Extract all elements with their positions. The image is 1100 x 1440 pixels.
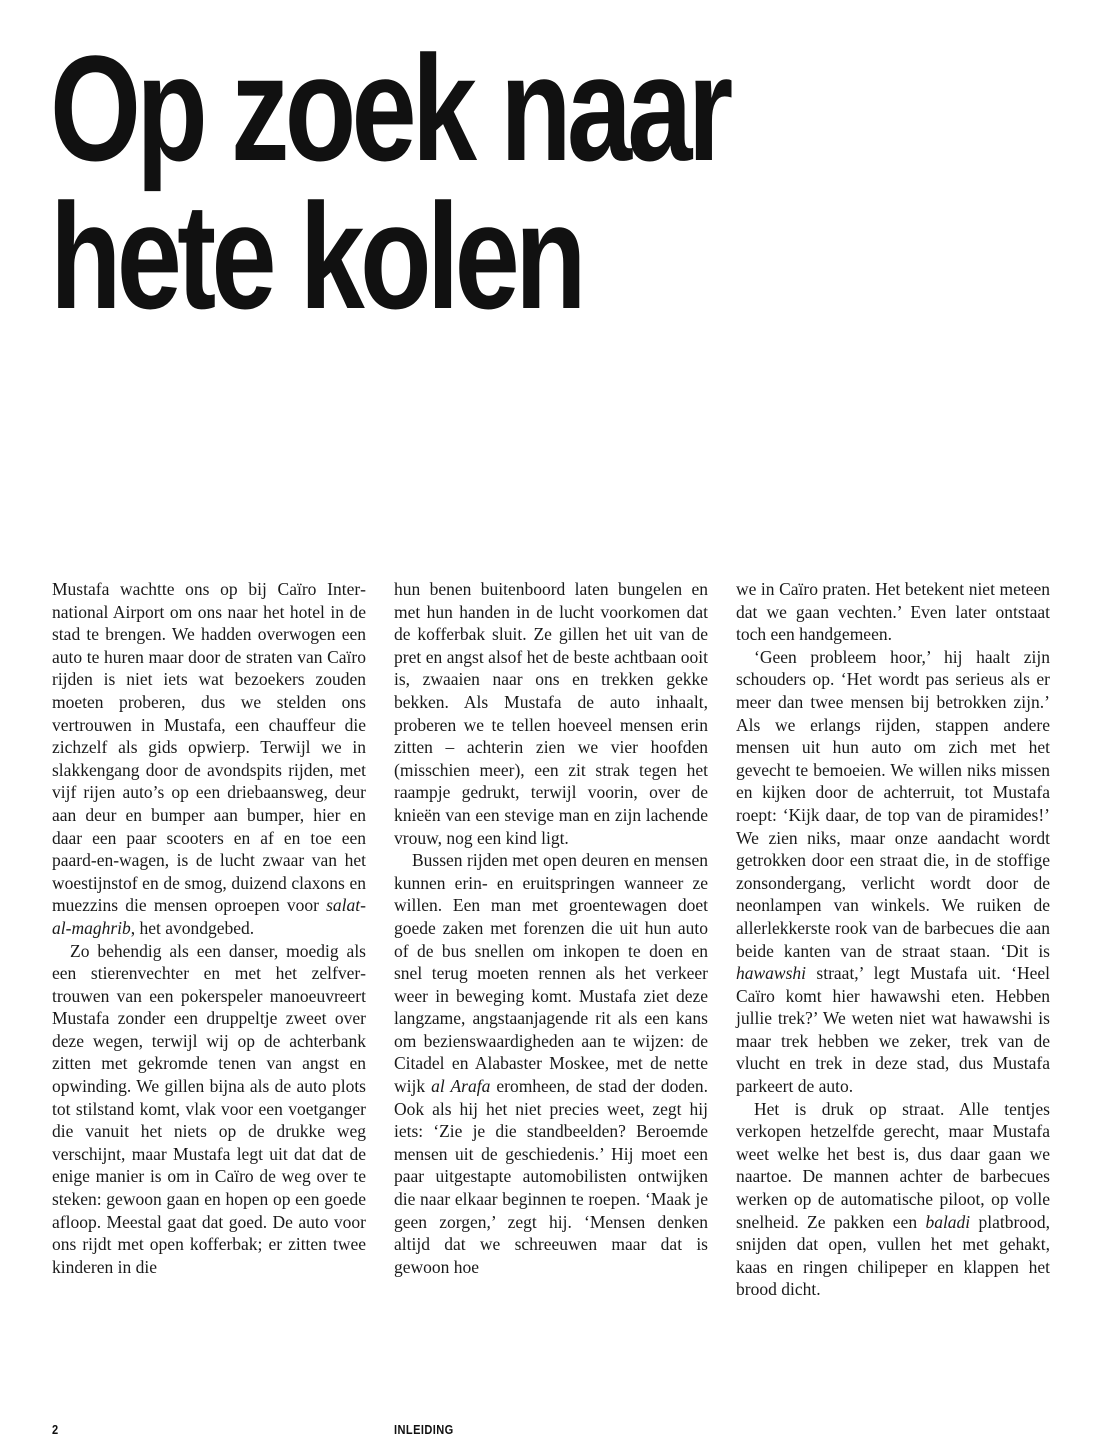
text-run: platbrood, snijden dat open, vullen het met gehakt, kaas en ringen chilipeper en klappen het brood dicht. — [736, 1211, 1050, 1300]
text-column-3 — [736, 578, 1050, 1301]
paragraph: hun benen buitenboord laten bungelen en met hun handen in de lucht voorkomen dat de kofferbak sluit. Ze gillen het uit van de pret en angst alsof het de beste achtbaan ooit is, zwaaien naar ons en trekken gekke bekken. Als Mustafa de auto inhaalt, proberen we te tellen hoeveel mensen erin zitten – achterin zien we vier hoofden (misschien meer), een zit strak tegen het raampje gedrukt, terwijl voorin, over de knieën van een stevige man en zijn lachende vrouw, nog een kind ligt. — [394, 579, 708, 848]
text-run: Mustafa wachtte ons op bij Caïro International Airport om ons naar het hotel in de stad te brengen. We hadden overwogen een auto te huren maar door de straten van Caïro rijden is niet iets wat bezoekers zouden moeten proberen, dus we stelden ons vertrouwen in Mustafa, een chauffeur die zichzelf als gids opwierp. Terwijl we in slakkengang door de avondspits rijden, met vijf rijen auto’s op een driebaansweg, deur aan deur en bumper aan bumper, hier en daar een paar scooters en af en toe een paard-en-wagen, is de lucht zwaar van het woestijnstof en de smog, duizend claxons en muezzins die mensen oproepen voor — [52, 579, 366, 916]
italic-term: al Arafa — [431, 1076, 491, 1097]
paragraph — [394, 849, 708, 1278]
title-line-1: Op zoek naar — [50, 24, 729, 192]
text-run: Bussen rijden met open deuren en mensen kunnen erin- en eruitspringen wanneer ze willen. Een man met groentewagen doet goede zaken met forenzen die uit hun auto of de bus snellen om inkopen te doen en snel terug moeten rennen als het verkeer weer in beweging komt. Mustafa ziet deze langzame, angstaanjagende rit als een kans om bezienswaardigheden aan te wijzen: de Citadel en Alabaster Moskee, met de nette wijk — [394, 850, 708, 1097]
paragraph: we in Caïro praten. Het betekent niet meteen dat we gaan vechten.’ Even later ontstaat toch een handgemeen. — [736, 579, 1050, 645]
text-run: eromheen, de stad der doden. Ook als hij het niet precies weet, zegt hij iets: ‘Zie je die standbeelden? Beroemde mensen uit de geschiedenis.’ Hij moet een paar uitgestapte automobilisten ontwijken die naar elkaar beginnen te roepen. ‘Maak je geen zorgen,’ zegt hij. ‘Mensen denken altijd dat we schreeuwen maar dat is gewoon hoe — [394, 1076, 708, 1277]
text-run: ‘Geen probleem hoor,’ hij haalt zijn schouders op. ‘Het wordt pas serieus als er meer dan twee mensen bij betrokken zijn.’ Als we erlangs rijden, stappen andere mensen uit hun auto om zich met het gevecht te bemoeien. We willen niks missen en kijken door de achterruit, tot Mustafa roept: ‘Kijk daar, de top van de piramides!’ We zien niks, maar onze aandacht wordt getrokken door een straat die, in de stoffige zonsondergang, verlicht wordt door de neonlampen van winkels. We ruiken de allerlekkerste rook van de barbecues die aan beide kanten van de straat staan. ‘Dit is — [736, 646, 1050, 961]
italic-term: salat-al-maghrib — [52, 895, 366, 938]
section-label: INLEIDING — [394, 1422, 454, 1437]
text-column-1 — [52, 578, 366, 1278]
paragraph — [736, 646, 1050, 1098]
paragraph — [736, 1098, 1050, 1301]
text-run: straat,’ legt Mustafa uit. ‘Heel Caïro komt hier hawawshi eten. Hebben jullie trek?’ We weten niet wat hawawshi is maar trek hebben we zeker, trek van de vlucht en trek in deze stad, dus Mustafa parkeert de auto. — [736, 963, 1050, 1097]
text-column-2 — [394, 578, 708, 1278]
title-line-2: hete kolen — [50, 172, 582, 340]
page-title — [50, 24, 830, 340]
italic-term: baladi — [925, 1211, 971, 1232]
text-run: , het avondgebed. — [130, 917, 255, 938]
text-run: Het is druk op straat. Alle tentjes verkopen hetzelfde gerecht, maar Mustafa weet welke het best is, dus daar gaan we naartoe. De mannen achter de barbecues werken op de automatische piloot, op volle snelheid. Ze pakken een — [736, 1098, 1050, 1232]
italic-term: hawawshi — [736, 963, 807, 984]
page-number: 2 — [52, 1422, 59, 1437]
paragraph — [52, 578, 366, 940]
paragraph: Zo behendig als een danser, moedig als een stierenvechter en met het zelfvertrouwen van een pokerspeler manoeuvreert Mustafa zonder een druppeltje zweet over deze wegen, terwijl wij op de achterbank zitten met gekromde tenen van angst en opwinding. We gillen bijna als de auto plots tot stilstand komt, vlak voor een voetganger die vanuit het niets op de drukke weg verschijnt, maar Mustafa legt uit dat dat de enige manier is om in Caïro de weg over te steken: gewoon gaan en hopen op een goede afloop. Meestal gaat dat goed. De auto voor ons rijdt met open kofferbak; er zitten twee kinderen in die — [52, 940, 366, 1277]
